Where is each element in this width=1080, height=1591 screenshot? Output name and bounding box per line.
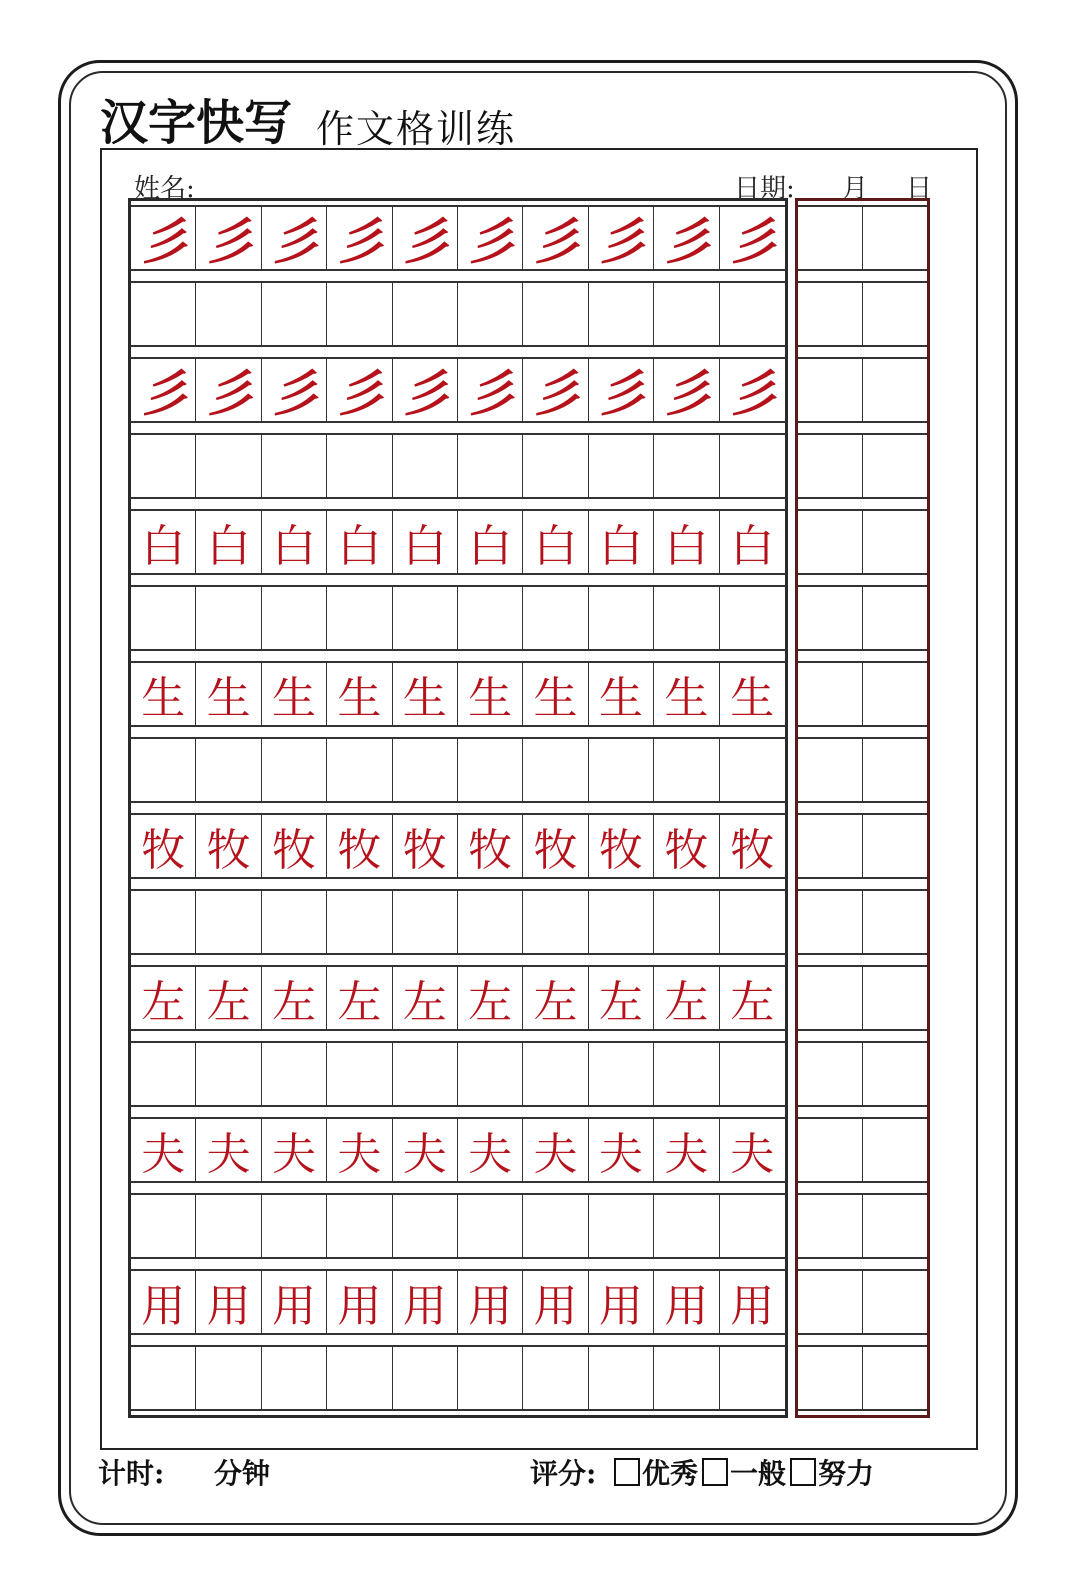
date-month-label: 月	[842, 174, 869, 204]
writing-cell[interactable]	[327, 433, 392, 499]
review-row	[798, 965, 927, 1031]
model-character-cell: 用	[523, 1269, 588, 1335]
model-character-cell: 牧	[654, 813, 719, 879]
writing-cell[interactable]	[654, 585, 719, 651]
model-character-cell: 夫	[196, 1117, 261, 1183]
model-character-cell: 彡	[589, 205, 654, 271]
blank-practice-row	[131, 1345, 785, 1411]
review-cell[interactable]	[863, 1345, 928, 1411]
writing-cell[interactable]	[589, 281, 654, 347]
writing-cell[interactable]	[523, 1041, 588, 1107]
model-character-cell: 牧	[720, 813, 785, 879]
review-cell[interactable]	[798, 1345, 863, 1411]
review-cell[interactable]	[863, 1269, 928, 1335]
score-options	[614, 1452, 876, 1492]
review-row	[798, 1193, 927, 1259]
writing-cell[interactable]	[523, 433, 588, 499]
model-character-cell: 白	[654, 509, 719, 575]
writing-cell[interactable]	[523, 281, 588, 347]
review-cell[interactable]	[863, 889, 928, 955]
writing-cell[interactable]	[262, 889, 327, 955]
writing-cell[interactable]	[720, 1193, 785, 1259]
writing-cell[interactable]	[589, 1193, 654, 1259]
writing-cell[interactable]	[523, 889, 588, 955]
model-character-cell: 夫	[327, 1117, 392, 1183]
writing-cell[interactable]	[458, 889, 523, 955]
review-cell[interactable]	[863, 1117, 928, 1183]
review-cell[interactable]	[798, 889, 863, 955]
model-character-cell: 白	[393, 509, 458, 575]
writing-cell[interactable]	[654, 281, 719, 347]
writing-cell[interactable]	[262, 1041, 327, 1107]
blank-practice-row	[131, 281, 785, 347]
model-character-cell: 白	[196, 509, 261, 575]
writing-cell[interactable]	[327, 281, 392, 347]
writing-cell[interactable]	[720, 737, 785, 803]
writing-cell[interactable]	[262, 1193, 327, 1259]
model-character-cell: 牧	[131, 813, 196, 879]
model-character-cell: 白	[131, 509, 196, 575]
model-character-cell: 牧	[393, 813, 458, 879]
model-character-row	[131, 357, 785, 423]
review-cell[interactable]	[863, 509, 928, 575]
model-character-cell: 用	[589, 1269, 654, 1335]
score-label: 评分:	[530, 1457, 597, 1490]
review-cell[interactable]	[863, 1193, 928, 1259]
writing-cell[interactable]	[654, 1041, 719, 1107]
writing-cell[interactable]	[327, 1345, 392, 1411]
model-character-cell: 用	[458, 1269, 523, 1335]
model-character-cell: 用	[262, 1269, 327, 1335]
review-cell[interactable]	[863, 661, 928, 727]
writing-cell[interactable]	[131, 433, 196, 499]
writing-cell[interactable]	[393, 281, 458, 347]
writing-cell[interactable]	[589, 1041, 654, 1107]
model-character-cell: 左	[523, 965, 588, 1031]
model-character-cell: 白	[589, 509, 654, 575]
writing-cell[interactable]	[589, 1345, 654, 1411]
model-character-row	[131, 661, 785, 727]
writing-cell[interactable]	[196, 433, 261, 499]
model-character-cell: 彡	[589, 357, 654, 423]
page-title: 汉字快写	[100, 95, 293, 151]
writing-cell[interactable]	[720, 281, 785, 347]
model-character-cell: 用	[720, 1269, 785, 1335]
model-character-cell: 左	[262, 965, 327, 1031]
score-option-average[interactable]: 一般	[702, 1452, 786, 1492]
writing-cell[interactable]	[196, 585, 261, 651]
review-row	[798, 205, 927, 271]
model-character-cell: 左	[196, 965, 261, 1031]
writing-cell[interactable]	[262, 433, 327, 499]
review-cell[interactable]	[798, 1193, 863, 1259]
review-cell[interactable]	[863, 737, 928, 803]
review-cell[interactable]	[798, 357, 863, 423]
model-character-cell: 彡	[393, 205, 458, 271]
writing-cell[interactable]	[458, 433, 523, 499]
writing-cell[interactable]	[654, 737, 719, 803]
writing-cell[interactable]	[393, 585, 458, 651]
model-character-cell: 夫	[458, 1117, 523, 1183]
writing-cell[interactable]	[458, 1345, 523, 1411]
model-character-cell: 白	[458, 509, 523, 575]
review-cell[interactable]	[798, 433, 863, 499]
model-character-cell: 彡	[131, 357, 196, 423]
review-row	[798, 1269, 927, 1335]
blank-practice-row	[131, 1041, 785, 1107]
model-character-cell: 彡	[523, 357, 588, 423]
model-character-cell: 牧	[458, 813, 523, 879]
model-character-cell: 生	[654, 661, 719, 727]
writing-cell[interactable]	[327, 585, 392, 651]
writing-cell[interactable]	[458, 281, 523, 347]
review-cell[interactable]	[798, 661, 863, 727]
review-row	[798, 1345, 927, 1411]
writing-cell[interactable]	[131, 1041, 196, 1107]
review-cell[interactable]	[798, 813, 863, 879]
writing-cell[interactable]	[654, 889, 719, 955]
writing-cell[interactable]	[131, 889, 196, 955]
review-row	[798, 737, 927, 803]
writing-cell[interactable]	[720, 585, 785, 651]
review-row	[798, 509, 927, 575]
writing-cell[interactable]	[196, 737, 261, 803]
model-character-cell: 生	[720, 661, 785, 727]
writing-cell[interactable]	[720, 1345, 785, 1411]
model-character-cell: 彡	[262, 357, 327, 423]
model-character-row	[131, 965, 785, 1031]
page-subtitle: 作文格训练	[316, 107, 517, 151]
review-cell[interactable]	[798, 1269, 863, 1335]
writing-cell[interactable]	[131, 1193, 196, 1259]
writing-cell[interactable]	[196, 1041, 261, 1107]
model-character-cell: 彡	[458, 205, 523, 271]
review-row	[798, 585, 927, 651]
model-character-cell: 生	[589, 661, 654, 727]
writing-cell[interactable]	[589, 889, 654, 955]
model-character-row	[131, 1269, 785, 1335]
review-cell[interactable]	[798, 965, 863, 1031]
review-cell[interactable]	[798, 1117, 863, 1183]
review-cell[interactable]	[863, 1041, 928, 1107]
model-character-cell: 用	[327, 1269, 392, 1335]
model-character-cell: 彡	[393, 357, 458, 423]
writing-cell[interactable]	[327, 737, 392, 803]
model-character-cell: 夫	[393, 1117, 458, 1183]
writing-cell[interactable]	[393, 1345, 458, 1411]
model-character-cell: 牧	[196, 813, 261, 879]
writing-cell[interactable]	[720, 433, 785, 499]
writing-cell[interactable]	[196, 1193, 261, 1259]
model-character-cell: 彡	[654, 205, 719, 271]
writing-cell[interactable]	[458, 737, 523, 803]
review-cell[interactable]	[798, 205, 863, 271]
review-cell[interactable]	[863, 205, 928, 271]
model-character-cell: 生	[262, 661, 327, 727]
model-character-cell: 夫	[654, 1117, 719, 1183]
review-row	[798, 433, 927, 499]
model-character-row	[131, 813, 785, 879]
model-character-cell: 左	[458, 965, 523, 1031]
model-character-cell: 生	[196, 661, 261, 727]
review-cell[interactable]	[863, 433, 928, 499]
writing-cell[interactable]	[393, 737, 458, 803]
review-cell[interactable]	[863, 965, 928, 1031]
model-character-cell: 彡	[196, 205, 261, 271]
writing-cell[interactable]	[720, 889, 785, 955]
review-row	[798, 889, 927, 955]
model-character-cell: 用	[196, 1269, 261, 1335]
timer-unit-label: 分钟	[214, 1457, 271, 1490]
writing-cell[interactable]	[393, 1041, 458, 1107]
writing-cell[interactable]	[458, 585, 523, 651]
model-character-cell: 牧	[589, 813, 654, 879]
model-character-cell: 夫	[131, 1117, 196, 1183]
model-character-row	[131, 1117, 785, 1183]
model-character-cell: 彡	[327, 357, 392, 423]
writing-cell[interactable]	[654, 1193, 719, 1259]
writing-cell[interactable]	[196, 281, 261, 347]
model-character-cell: 夫	[262, 1117, 327, 1183]
practice-grid	[128, 198, 788, 1418]
score-option-effort[interactable]: 努力	[790, 1452, 874, 1492]
model-character-cell: 左	[654, 965, 719, 1031]
model-character-cell: 彡	[720, 205, 785, 271]
review-cell[interactable]	[863, 585, 928, 651]
writing-cell[interactable]	[131, 281, 196, 347]
writing-cell[interactable]	[262, 281, 327, 347]
writing-cell[interactable]	[131, 1345, 196, 1411]
writing-cell[interactable]	[393, 1193, 458, 1259]
writing-cell[interactable]	[654, 433, 719, 499]
writing-cell[interactable]	[196, 889, 261, 955]
model-character-cell: 生	[131, 661, 196, 727]
writing-cell[interactable]	[393, 889, 458, 955]
writing-cell[interactable]	[458, 1041, 523, 1107]
model-character-cell: 彡	[196, 357, 261, 423]
review-cell[interactable]	[863, 357, 928, 423]
model-character-cell: 彡	[327, 205, 392, 271]
writing-cell[interactable]	[589, 737, 654, 803]
model-character-cell: 生	[393, 661, 458, 727]
writing-cell[interactable]	[458, 1193, 523, 1259]
model-character-cell: 白	[262, 509, 327, 575]
writing-cell[interactable]	[523, 1345, 588, 1411]
writing-cell[interactable]	[523, 1193, 588, 1259]
model-character-cell: 牧	[327, 813, 392, 879]
review-row	[798, 813, 927, 879]
model-character-cell: 左	[589, 965, 654, 1031]
review-row	[798, 1117, 927, 1183]
writing-cell[interactable]	[327, 1193, 392, 1259]
model-character-cell: 生	[523, 661, 588, 727]
model-character-cell: 彡	[523, 205, 588, 271]
checkbox[interactable]	[790, 1458, 816, 1486]
writing-cell[interactable]	[262, 1345, 327, 1411]
model-character-cell: 生	[327, 661, 392, 727]
model-character-cell: 夫	[589, 1117, 654, 1183]
review-cell[interactable]	[798, 509, 863, 575]
model-character-cell: 夫	[523, 1117, 588, 1183]
model-character-cell: 生	[458, 661, 523, 727]
review-row	[798, 1041, 927, 1107]
model-character-cell: 左	[393, 965, 458, 1031]
writing-cell[interactable]	[589, 433, 654, 499]
blank-practice-row	[131, 737, 785, 803]
blank-practice-row	[131, 433, 785, 499]
model-character-cell: 白	[720, 509, 785, 575]
writing-cell[interactable]	[589, 585, 654, 651]
review-row	[798, 357, 927, 423]
model-character-cell: 白	[523, 509, 588, 575]
review-row	[798, 661, 927, 727]
blank-practice-row	[131, 585, 785, 651]
model-character-cell: 夫	[720, 1117, 785, 1183]
model-character-row	[131, 509, 785, 575]
writing-cell[interactable]	[523, 737, 588, 803]
writing-cell[interactable]	[131, 737, 196, 803]
checkbox[interactable]	[702, 1458, 728, 1486]
model-character-cell: 彡	[654, 357, 719, 423]
model-character-cell: 彡	[458, 357, 523, 423]
score-option-excellent[interactable]: 优秀	[614, 1452, 698, 1492]
writing-cell[interactable]	[654, 1345, 719, 1411]
model-character-cell: 用	[654, 1269, 719, 1335]
writing-cell[interactable]	[327, 1041, 392, 1107]
model-character-cell: 左	[327, 965, 392, 1031]
model-character-cell: 彡	[131, 205, 196, 271]
model-character-cell: 彡	[262, 205, 327, 271]
blank-practice-row	[131, 889, 785, 955]
model-character-cell: 用	[393, 1269, 458, 1335]
writing-cell[interactable]	[523, 585, 588, 651]
model-character-cell: 彡	[720, 357, 785, 423]
review-cell[interactable]	[798, 1041, 863, 1107]
writing-cell[interactable]	[131, 585, 196, 651]
model-character-cell: 用	[131, 1269, 196, 1335]
date-label: 日期:	[734, 174, 795, 204]
model-character-cell: 左	[131, 965, 196, 1031]
timer-label: 计时:	[98, 1457, 165, 1490]
writing-cell[interactable]	[720, 1041, 785, 1107]
review-cell[interactable]	[798, 737, 863, 803]
model-character-cell: 左	[720, 965, 785, 1031]
model-character-cell: 牧	[262, 813, 327, 879]
review-column	[795, 198, 930, 1418]
review-cell[interactable]	[798, 281, 863, 347]
name-label: 姓名:	[134, 174, 195, 204]
review-row	[798, 281, 927, 347]
blank-practice-row	[131, 1193, 785, 1259]
writing-cell[interactable]	[262, 737, 327, 803]
review-cell[interactable]	[798, 585, 863, 651]
checkbox[interactable]	[614, 1458, 640, 1486]
writing-cell[interactable]	[196, 1345, 261, 1411]
model-character-cell: 白	[327, 509, 392, 575]
writing-cell[interactable]	[327, 889, 392, 955]
model-character-cell: 牧	[523, 813, 588, 879]
model-character-row	[131, 205, 785, 271]
writing-cell[interactable]	[393, 433, 458, 499]
date-day-label: 日	[906, 174, 933, 204]
review-cell[interactable]	[863, 813, 928, 879]
writing-cell[interactable]	[262, 585, 327, 651]
review-cell[interactable]	[863, 281, 928, 347]
